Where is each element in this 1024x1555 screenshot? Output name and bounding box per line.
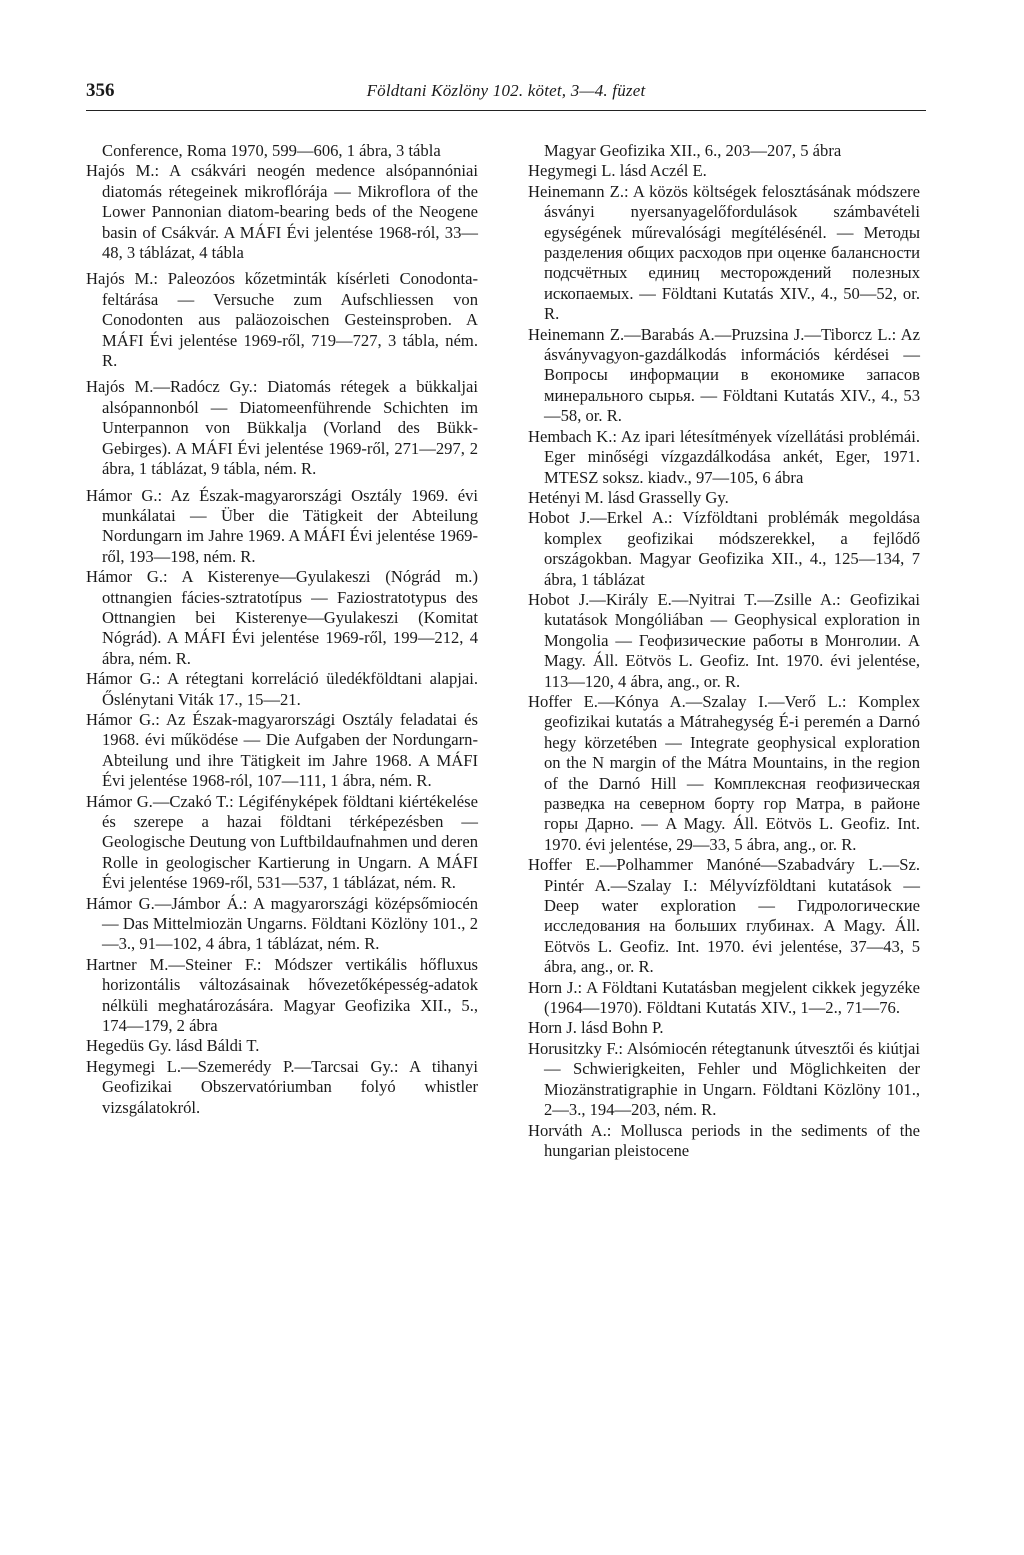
bibliography-entry: Hámor G.—Czakó T.: Légifényképek földtani kiértékelése és szerepe a hazai földtani térképezésben — Geologische Deutung von Luftbildaufnahmen und deren Rolle in geologischer Kartierung in Ungarn. A MÁFI Évi jelentése 1969-ről, 531—537, 1 táblázat, ném. R. — [86, 791, 478, 893]
bibliography-entry: Hoffer E.—Polhammer Manóné—Szabadváry L.—Sz. Pintér A.—Szalay I.: Mélyvízföldtani kutatások — Deep water exploration — Гидрологические исследования на больших глубинах. A Magy. Áll. Eötvös L. Geofiz. Int. 1970. évi jelentése, 37—43, 5 ábra, ang., or. R. — [528, 855, 920, 977]
left-column — [86, 141, 478, 1118]
bibliography-entry: Hámor G.: Az Észak-magyarországi Osztály 1969. évi munkálatai — Über die Tätigkeit der Abteilung Nordungarn im Jahre 1969. A MÁFI Évi jelentése 1969-ről, 193—198, ném. R. — [86, 485, 478, 566]
bibliography-entry: Horn J.: A Földtani Kutatásban megjelent cikkek jegyzéke (1964—1970). Földtani Kutatás XIV., 1—2., 71—76. — [528, 977, 920, 1018]
bibliography-entry: Heinemann Z.: A közös költségek felosztásának módszere ásványi nyersanyagelőfordulások számbavételi egységének műrevalósági megítélésénél. — Методы разделения общих расходов при оценке балансности подсчётных единиц месторождений полезных ископаемых. — Földtani Kutatás XIV., 4., 50—52, or. R. — [528, 181, 920, 324]
bibliography-entry: Hajós M.—Radócz Gy.: Diatomás rétegek a bükkaljai alsópannonból — Diatomeenführende Schichten im Unterpannon von Bükkalja (Vorland des Bükk-Gebirges). A MÁFI Évi jelentése 1969-ről, 271—297, 2 ábra, 1 táblázat, 9 tábla, ném. R. — [86, 377, 478, 479]
bibliography-entry: Hegymegi L. lásd Aczél E. — [528, 161, 707, 181]
bibliography-entry: Horusitzky F.: Alsómiocén rétegtanunk útvesztői és kiútjai — Schwierigkeiten, Fehler und Möglichkeiten der Miozänstratigraphie in Ungarn. Földtani Közlöny 101., 2—3., 194—203, ném. R. — [528, 1038, 920, 1120]
bibliography-entry: Hetényi M. lásd Grasselly Gy. — [528, 487, 729, 507]
bibliography-entry: Hajós M.: Paleozóos kőzetminták kísérleti Conodonta-feltárása — Versuche zum Aufschliessen von Conodonten aus paläozoischen Gesteinsproben. A MÁFI Évi jelentése 1969-ről, 719—727, 3 tábla, ném. R. — [86, 269, 478, 371]
bibliography-entry: Hámor G.: A rétegtani korreláció üledékföldtani alapjai. Őslénytani Viták 17., 15—21. — [86, 669, 478, 709]
bibliography-entry: Hoffer E.—Kónya A.—Szalay I.—Verő L.: Komplex geofizikai kutatás a Mátrahegység É-i peremén a Darnó hegy körzetében — Integrate geophysical exploration on the N margin of the Mátra Mountains, in the region of the Darnó Hill — Комплексная геофизическая разведка на северном борту гор Матра, в районе горы Дарно. — A Magy. Áll. Eötvös L. Geofiz. Int. 1970. évi jelentése, 29—33, 5 ábra, ang., or. R. — [528, 691, 920, 854]
bibliography-entry: Horn J. lásd Bohn P. — [528, 1018, 664, 1038]
bibliography-entry: Horváth A.: Mollusca periods in the sediments of the hungarian pleistocene — [528, 1120, 920, 1160]
bibliography-entry: Hartner M.—Steiner F.: Módszer vertikális hőfluxus horizontális változásainak hővezetőképesség-adatok nélküli meghatározására. Magyar Geofizika XII., 5., 174—179, 2 ábra — [86, 954, 478, 1036]
bibliography-entry: Hembach K.: Az ipari létesítmények vízellátási problémái. Eger minőségi vízgazdálkodása ankét, Eger, 1971. MTESZ soksz. kiadv., 97—105, 6 ábra — [528, 426, 920, 487]
bibliography-entry: Heinemann Z.—Barabás A.—Pruzsina J.—Tiborcz L.: Az ásványvagyon-gazdálkodás információs kérdései — Вопросы информации в економике запасов минерального сырья. — Földtani Kutatás XIV., 4., 53—58, or. R. — [528, 324, 920, 426]
bibliography-entry: Conference, Roma 1970, 599—606, 1 ábra, 3 tábla — [102, 141, 441, 160]
bibliography-entry: Hegymegi L.—Szemerédy P.—Tarcsai Gy.: A tihanyi Geofizikai Obszervatóriumban folyó whistler vizsgálatokról. — [86, 1056, 478, 1117]
bibliography-entry: Magyar Geofizika XII., 6., 203—207, 5 ábra — [544, 141, 842, 160]
right-column — [528, 141, 920, 1161]
bibliography-entry: Hámor G.—Jámbor Á.: A magyarországi középsőmiocén — Das Mittelmiozän Ungarns. Földtani Közlöny 101., 2—3., 91—102, 4 ábra, 1 táblázat, ném. R. — [86, 893, 478, 954]
running-header — [86, 80, 926, 111]
bibliography-entry: Hobot J.—Király E.—Nyitrai T.—Zsille A.: Geofizikai kutatások Mongóliában — Geophysical exploration in Mongolia — Геофизические работы в Монголии. A Magy. Áll. Eötvös L. Geofiz. Int. 1970. évi jelentése, 113—120, 4 ábra, ang., or. R. — [528, 589, 920, 691]
bibliography-entry: Hegedüs Gy. lásd Báldi T. — [86, 1036, 260, 1056]
running-title: Földtani Közlöny 102. kötet, 3—4. füzet — [366, 81, 646, 100]
bibliography-entry: Hajós M.: A csákvári neogén medence alsópannóniai diatomás rétegeinek mikroflórája — Mikroflora of the Lower Pannonian diatom-bearing beds of the Neogene basin of Csákvár. A MÁFI Évi jelentése 1968-ról, 33—48, 3 táblázat, 4 tábla — [86, 161, 478, 263]
bibliography-entry: Hámor G.: A Kisterenye—Gyulakeszi (Nógrád m.) ottnangien fácies-sztratotípus — Faziostratotypus des Ottnangien bei Kisterenye—Gyulakeszi (Komitat Nógrád). A MÁFI Évi jelentése 1969-ről, 199—212, 4 ábra, ném. R. — [86, 567, 478, 668]
bibliography-entry: Hobot J.—Erkel A.: Vízföldtani problémák megoldása komplex geofizikai módszerekkel, a fejlődő országokban. Magyar Geofizika XII., 4., 125—134, 7 ábra, 1 táblázat — [528, 508, 920, 589]
bibliography-entry: Hámor G.: Az Észak-magyarországi Osztály feladatai és 1968. évi működése — Die Aufgaben der Nordungarn-Abteilung und ihre Tätigkeit im Jahre 1968. A MÁFI Évi jelentése 1968-ról, 107—111, 1 ábra, ném. R. — [86, 709, 478, 791]
page-number: 356 — [86, 80, 115, 101]
